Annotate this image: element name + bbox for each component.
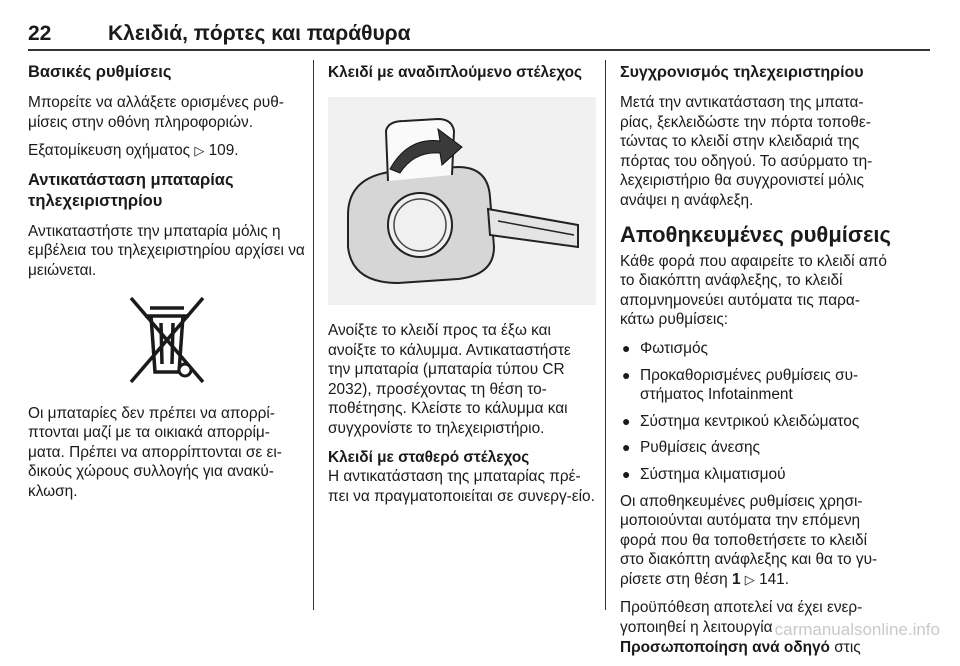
column-middle [328, 62, 596, 515]
column-divider [605, 60, 606, 610]
list-item: ● Σύστημα κεντρικού κλειδώματος [620, 412, 892, 432]
settings-list [620, 339, 892, 485]
paragraph: Η αντικατάσταση της μπαταρίας πρέ-πει να πραγματοποιείται σε συνεργ-είο. [328, 468, 595, 505]
section-heading: Βασικές ρυθμίσεις [28, 63, 172, 81]
page-number: 22 [28, 22, 52, 45]
reference-text: Εξατομίκευση οχήματος [28, 142, 191, 160]
key-illustration [328, 97, 596, 305]
section-heading: Κλειδί με σταθερό στέλεχος [328, 448, 530, 466]
watermark: carmanualsonline.info [774, 620, 940, 639]
paragraph [620, 492, 892, 590]
paragraph: Οι μπαταρίες δεν πρέπει να απορρί-πτονται μαζί με τα οικιακά απορρίμ-ματα. Πρέπει να απορρίπτονται σε ει-δικούς χώρους συλλογής για ανακύ-κλωση. [28, 404, 282, 500]
paragraph: Κάθε φορά που αφαιρείτε το κλειδί από το διακόπτη ανάφλεξης, το κλειδί απομνημονεύει αυτόματα τις παρα-κάτω ρυθμίσεις: [620, 252, 887, 329]
heading-line: τηλεχειριστηρίου [28, 191, 163, 210]
paragraph [28, 141, 306, 161]
page-reference[interactable]: 109. [208, 142, 239, 160]
crossed-out-bin-icon [117, 290, 217, 390]
function-name: Προσωποποίηση ανά οδηγό [620, 638, 830, 656]
page-header [28, 22, 930, 48]
list-item: ● Σύστημα κλιματισμού [620, 465, 892, 485]
column-left [28, 62, 306, 511]
position-number: 1 [731, 570, 741, 588]
section-title: Αποθηκευμένες ρυθμίσεις [620, 221, 891, 247]
header-title: Κλειδιά, πόρτες και παράθυρα [108, 22, 411, 45]
section-heading: Κλειδί με αναδιπλούμενο στέλεχος [328, 64, 583, 81]
paragraph: Μετά την αντικατάσταση της μπατα-ρίας, ξεκλειδώστε την πόρτα τοποθε-τώντας το κλειδί στην κλειδαριά της πόρτας του οδηγού. Το ασύρματο τη-λεχειριστήριο θα συγχρονιστεί μόλις ανάψει η ανάφλεξη. [620, 94, 873, 209]
page-reference[interactable]: 141. [759, 570, 790, 588]
list-item: ● Φωτισμός [620, 339, 892, 359]
paragraph: Αντικαταστήστε την μπαταρία μόλις η εμβέλεια του τηλεχειριστηρίου αρχίσει να μειώνεται. [28, 222, 305, 279]
list-item: ● Προκαθορισμένες ρυθμίσεις συ-στήματος Infotainment [620, 366, 892, 405]
paragraph: Μπορείτε να αλλάξετε ορισμένες ρυθ-μίσεις στην οθόνη πληροφοριών. [28, 94, 284, 131]
section-heading: Συγχρονισμός τηλεχειριστηρίου [620, 64, 864, 81]
page-reference-arrow-icon: ▷ [744, 571, 755, 587]
heading-line: Αντικατάσταση μπαταρίας [28, 170, 234, 189]
paragraph: Ανοίξτε το κλειδί προς τα έξω και ανοίξτε το κάλυμμα. Αντικαταστήστε την μπαταρία (μπαταρία τύπου CR 2032), προσέχοντας τη θέση το-ποθέτησης. Κλείστε το κάλυμμα και συγχρονίστε το τηλεχειριστήριο. [328, 322, 571, 437]
key-battery-illustration [328, 97, 596, 305]
list-item: ● Ρυθμίσεις άνεσης [620, 438, 892, 458]
column-right [620, 62, 892, 666]
column-divider [313, 60, 314, 610]
page-reference-arrow-icon: ▷ [194, 143, 205, 159]
paragraph: Προϋπόθεση αποτελεί να έχει ενερ-γοποιηθεί η λειτουργία [620, 599, 863, 637]
paragraph-text: Οι αποθηκευμένες ρυθμίσεις χρησι-μοποιούνται αυτόματα την επόμενη φορά που θα τοποθετήσετε το κλειδί στο διακόπτη ανάφλεξης και θα το γυ-ρίσετε στη θέση [620, 492, 878, 588]
section-heading [28, 170, 306, 212]
header-rule [28, 49, 930, 51]
paragraph-text: στις [829, 638, 861, 656]
paragraph [620, 638, 892, 658]
recycling-symbol [28, 290, 306, 390]
